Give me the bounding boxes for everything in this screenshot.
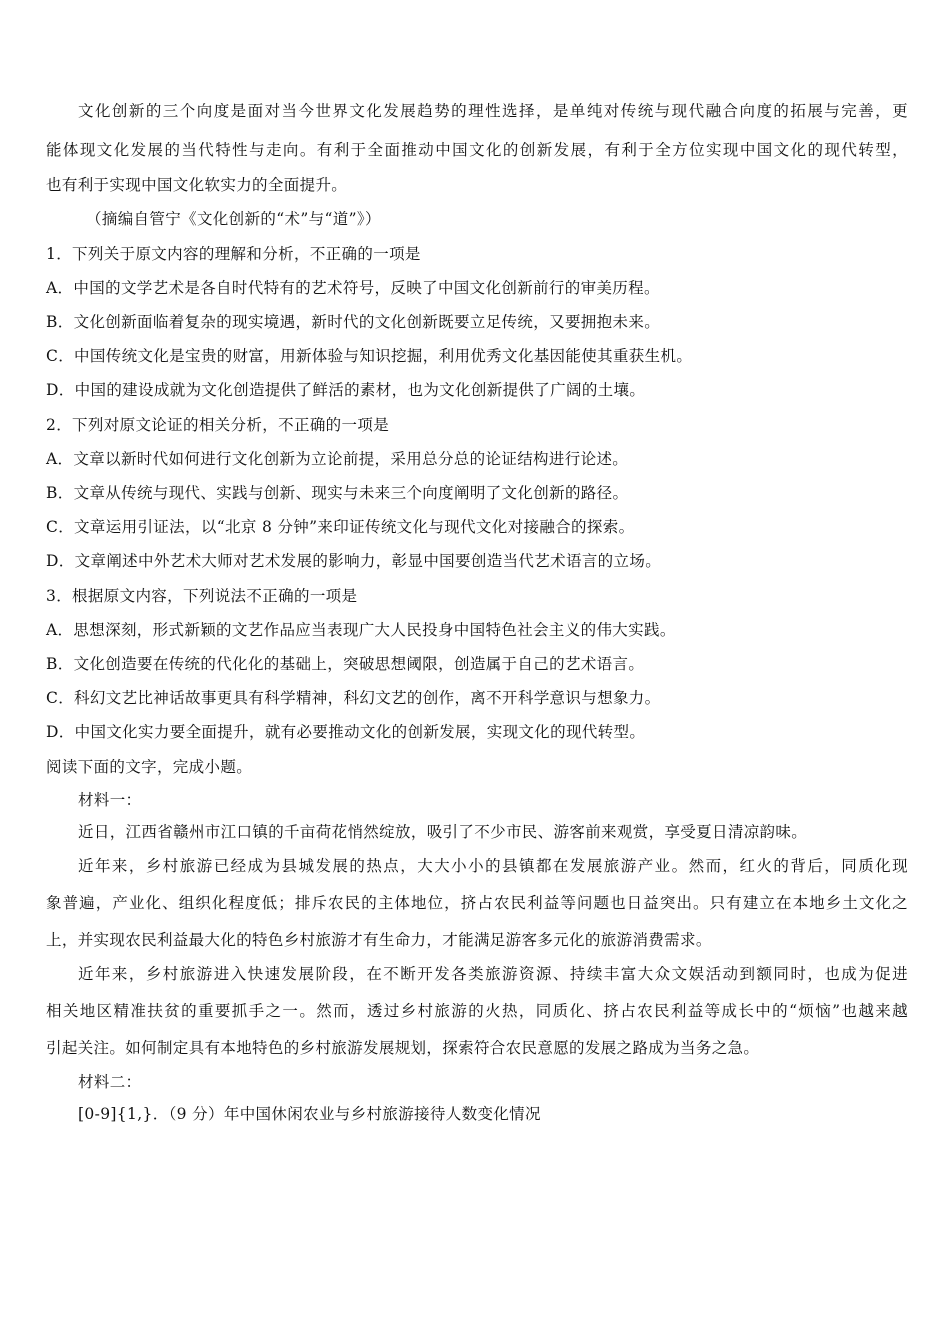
passage-source-citation: （摘编自管宁《文化创新的“术”与“道”》） (86, 210, 381, 228)
passage-intro-line-2: 能体现文化发展的当代特性与走向。有利于全面推动中国文化的创新发展，有利于全方位实现中国文化的现代转型， (46, 141, 908, 159)
material-one-paragraph-3-line-1: 近年来，乡村旅游进入快速发展阶段，在不断开发各类旅游资源、持续丰富大众文娱活动到额同时，也成为促进 (78, 965, 908, 983)
question-2-option-a: A．文章以新时代如何进行文化创新为立论前提，采用总分总的论证结构进行论述。 (46, 450, 629, 468)
question-1-stem: 1．下列关于原文内容的理解和分析，不正确的一项是 (46, 245, 421, 263)
material-one-paragraph-3-line-2: 相关地区精准扶贫的重要抓手之一。然而，透过乡村旅游的火热，同质化、挤占农民利益等成长中的“烦恼”也越来越 (46, 1002, 908, 1020)
material-one-paragraph-1: 近日，江西省赣州市江口镇的千亩荷花悄然绽放，吸引了不少市民、游客前来观赏，享受夏日清凉韵味。 (78, 823, 808, 841)
passage-intro-line-3: 也有利于实现中国文化软实力的全面提升。 (46, 176, 348, 194)
question-2-option-d: D．文章阐述中外艺术大师对艺术发展的影响力，彰显中国要创造当代艺术语言的立场。 (46, 552, 662, 570)
material-one-paragraph-2-line-1: 近年来，乡村旅游已经成为县城发展的热点，大大小小的县镇都在发展旅游产业。然而，红火的背后，同质化现 (78, 857, 908, 875)
question-1-option-c: C．中国传统文化是宝贵的财富，用新体验与知识挖掘，利用优秀文化基因能使其重获生机。 (46, 347, 693, 365)
reading-instruction: 阅读下面的文字，完成小题。 (46, 758, 253, 776)
question-1-option-b: B．文化创新面临着复杂的现实境遇，新时代的文化创新既要立足传统，又要拥抱未来。 (46, 313, 661, 331)
material-one-paragraph-2-line-3: 上，并实现农民利益最大化的特色乡村旅游才有生命力，才能满足游客多元化的旅游消费需求。 (46, 931, 712, 949)
question-2-option-b: B．文章从传统与现代、实践与创新、现实与未来三个向度阐明了文化创新的路径。 (46, 484, 629, 502)
material-one-label: 材料一： (78, 791, 142, 809)
question-3-stem: 3．根据原文内容，下列说法不正确的一项是 (46, 587, 358, 605)
question-2-option-c: C．文章运用引证法，以“北京 8 分钟”来印证传统文化与现代文化对接融合的探索。 (46, 518, 635, 536)
question-2-stem: 2．下列对原文论证的相关分析，不正确的一项是 (46, 416, 390, 434)
material-two-label: 材料二： (78, 1073, 142, 1091)
question-3-option-d: D．中国文化实力要全面提升，就有必要推动文化的创新发展，实现文化的现代转型。 (46, 723, 646, 741)
material-one-paragraph-2-line-2: 象普遍，产业化、组织化程度低；排斥农民的主体地位，挤占农民利益等问题也日益突出。只有建立在本地乡土文化之 (46, 894, 908, 912)
question-3-option-c: C．科幻文艺比神话故事更具有科学精神，科幻文艺的创作，离不开科学意识与想象力。 (46, 689, 661, 707)
passage-intro-line-1: 文化创新的三个向度是面对当今世界文化发展趋势的理性选择，是单纯对传统与现代融合向度的拓展与完善，更 (78, 102, 908, 120)
material-two-chart-caption: [0-9]{1,}．（9 分）年中国休闲农业与乡村旅游接待人数变化情况 (78, 1105, 541, 1123)
material-one-paragraph-3-line-3: 引起关注。如何制定具有本地特色的乡村旅游发展规划，探索符合农民意愿的发展之路成为当务之急。 (46, 1039, 760, 1057)
question-1-option-a: A．中国的文学艺术是各自时代特有的艺术符号，反映了中国文化创新前行的审美历程。 (46, 279, 660, 297)
question-3-option-b: B．文化创造要在传统的代化化的基础上，突破思想阈限，创造属于自己的艺术语言。 (46, 655, 645, 673)
question-3-option-a: A．思想深刻，形式新颖的文艺作品应当表现广大人民投身中国特色社会主义的伟大实践。 (46, 621, 676, 639)
question-1-option-d: D．中国的建设成就为文化创造提供了鲜活的素材，也为文化创新提供了广阔的土壤。 (46, 381, 646, 399)
